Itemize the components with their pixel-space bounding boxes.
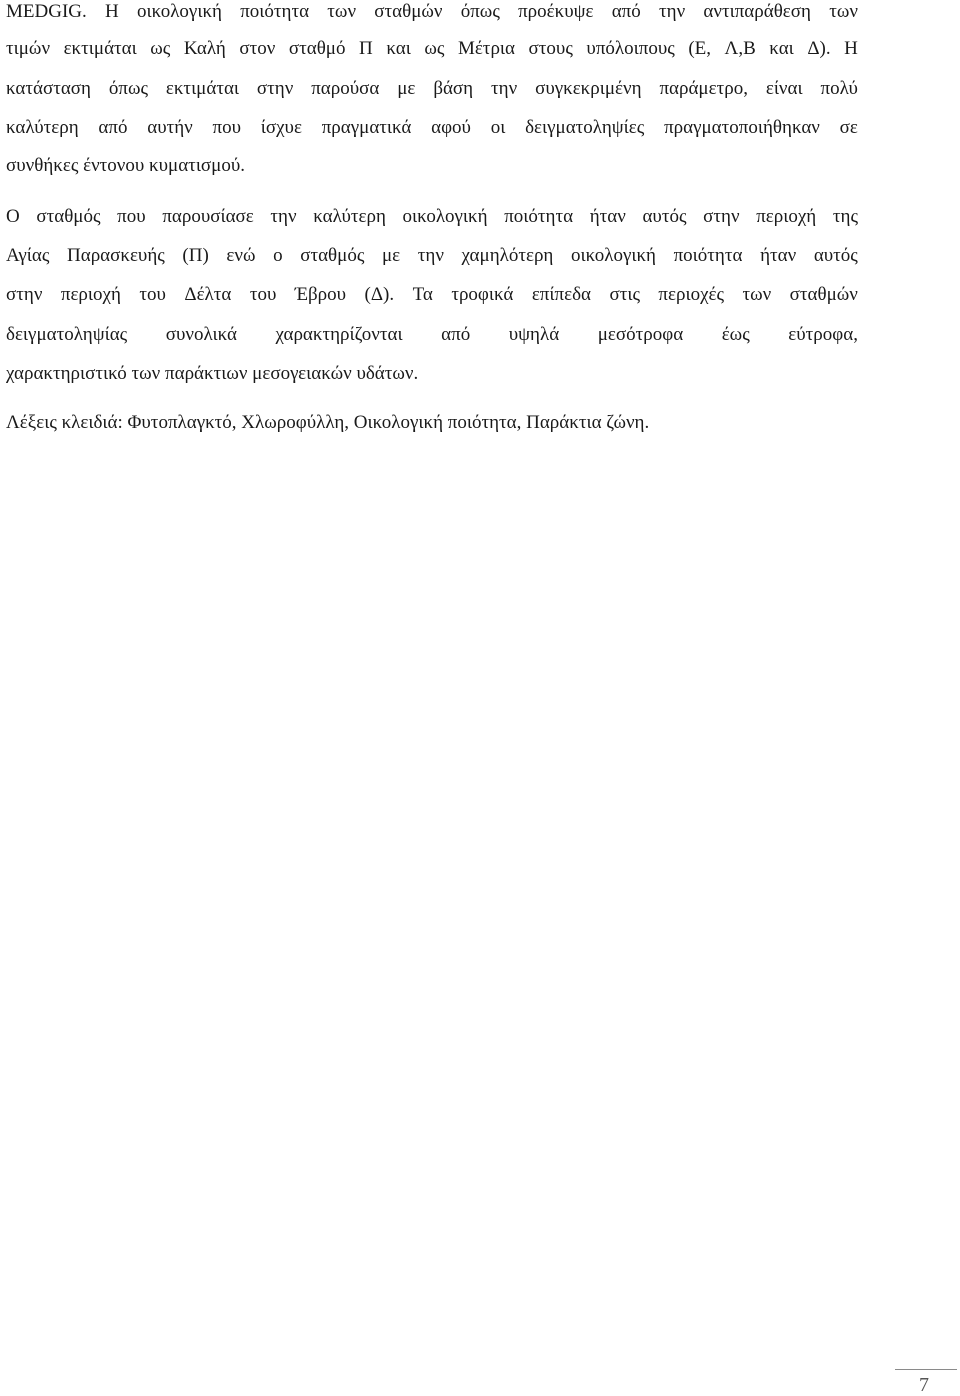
paragraph-1-line-3 [6, 79, 858, 99]
word: ποιότητα [673, 245, 743, 266]
word: παρουσίασε [162, 206, 254, 227]
word: αυτός [642, 206, 687, 227]
word: μεσότροφα [597, 324, 684, 345]
word: όπως [108, 78, 148, 99]
word: παρούσα [311, 78, 380, 99]
paragraph-2-line-5: χαρακτηριστικό των παράκτιων μεσογειακών υδάτων. [6, 363, 419, 384]
word: επίπεδα [531, 284, 591, 305]
word: κατάσταση [6, 78, 91, 99]
word: από [98, 117, 128, 138]
word: ήταν [589, 206, 626, 227]
word: με [397, 78, 416, 99]
word: των [829, 1, 858, 22]
word: ίσχυε [260, 117, 302, 138]
word: Καλή [183, 38, 226, 59]
word: περιοχή [60, 284, 121, 305]
word: Δέλτα [184, 284, 232, 305]
word: Δ). [807, 38, 831, 59]
word: περιοχές [658, 284, 725, 305]
word: είναι [765, 78, 803, 99]
word: σε [839, 117, 858, 138]
paragraph-1-line-5: συνθήκες έντονου κυματισμού. [6, 155, 246, 176]
word: ως [150, 38, 171, 59]
word: την [491, 78, 518, 99]
word: συνολικά [165, 324, 237, 345]
word: χαμηλότερη [461, 245, 554, 266]
word: ήταν [760, 245, 797, 266]
word: τροφικά [451, 284, 514, 305]
paragraph-1-line-1 [6, 2, 858, 22]
word: σταθμών [789, 284, 858, 305]
word: περιοχή [756, 206, 817, 227]
word: την [417, 245, 444, 266]
word: στον [239, 38, 276, 59]
word: Η [844, 38, 858, 59]
word: προέκυψε [518, 1, 594, 22]
word: εύτροφα, [788, 324, 858, 345]
paragraph-2-line-4 [6, 325, 858, 345]
word: και [386, 38, 411, 59]
word: σταθμό [288, 38, 346, 59]
word: στην [703, 206, 740, 227]
word: και [769, 38, 794, 59]
word: από [441, 324, 471, 345]
word: στις [609, 284, 640, 305]
word: αντιπαράθεση [703, 1, 811, 22]
word: παράμετρο, [659, 78, 748, 99]
word: που [117, 206, 146, 227]
word: Αγίας [6, 245, 50, 266]
word: (Δ). [364, 284, 395, 305]
word: των [742, 284, 772, 305]
keywords-line: Λέξεις κλειδιά: Φυτοπλαγκτό, Χλωροφύλλη, Οικολογική ποιότητα, Παράκτια ζώνη. [6, 412, 650, 433]
word: Λ,Β [724, 38, 756, 59]
word: Η [104, 1, 119, 22]
word: εκτιμάται [63, 38, 137, 59]
word: όπως [460, 1, 500, 22]
word: την [659, 1, 686, 22]
word: στους [528, 38, 573, 59]
word: ενώ [226, 245, 256, 266]
page-number: 7 [919, 1374, 929, 1396]
word: σταθμός [300, 245, 365, 266]
word: (Ε, [688, 38, 711, 59]
word: Παρασκευής [67, 245, 165, 266]
word: με [381, 245, 401, 266]
paragraph-2-line-1 [6, 207, 858, 227]
word: χαρακτηρίζονται [275, 324, 403, 345]
word: ποιότητα [240, 1, 310, 22]
word: στην [6, 284, 43, 305]
word: έως [721, 324, 750, 345]
word: των [327, 1, 357, 22]
word: ποιότητα [504, 206, 574, 227]
word: εκτιμάται [165, 78, 240, 99]
word: Έβρου [294, 284, 347, 305]
paragraph-2-line-3 [6, 285, 858, 305]
word: δειγματοληψίας [6, 324, 128, 345]
word: του [249, 284, 277, 305]
word: τιμών [6, 38, 51, 59]
paragraph-2-line-2 [6, 246, 858, 266]
word: οι [490, 117, 506, 138]
word: οικολογική [570, 245, 656, 266]
word: πραγματοποιήθηκαν [664, 117, 820, 138]
word: την [270, 206, 297, 227]
paragraph-1-line-4 [6, 118, 858, 138]
word: Ο [6, 206, 20, 227]
word: ως [424, 38, 445, 59]
word: σταθμός [36, 206, 101, 227]
word: οικολογική [402, 206, 488, 227]
word: υψηλά [508, 324, 560, 345]
word: καλύτερη [6, 117, 79, 138]
word: οικολογική [136, 1, 222, 22]
word: βάση [433, 78, 474, 99]
word: πραγματικά [321, 117, 412, 138]
word: (Π) [182, 245, 209, 266]
word: συγκεκριμένη [535, 78, 642, 99]
word: υπόλοιπους [586, 38, 675, 59]
word: της [832, 206, 858, 227]
word: Τα [412, 284, 433, 305]
word: που [212, 117, 242, 138]
word: MEDGIG. [6, 1, 87, 22]
word: στην [256, 78, 294, 99]
word: ο [273, 245, 283, 266]
word: από [611, 1, 641, 22]
word: δειγματοληψίες [525, 117, 645, 138]
footer-divider [895, 1369, 957, 1370]
paragraph-1-line-2 [6, 39, 858, 59]
word: του [139, 284, 166, 305]
word: πολύ [820, 78, 858, 99]
word: σταθμών [374, 1, 443, 22]
word: Π [359, 38, 373, 59]
word: καλύτερη [313, 206, 386, 227]
word: Μέτρια [457, 38, 515, 59]
word: αυτός [813, 245, 858, 266]
word: αυτήν [147, 117, 193, 138]
word: αφού [431, 117, 471, 138]
